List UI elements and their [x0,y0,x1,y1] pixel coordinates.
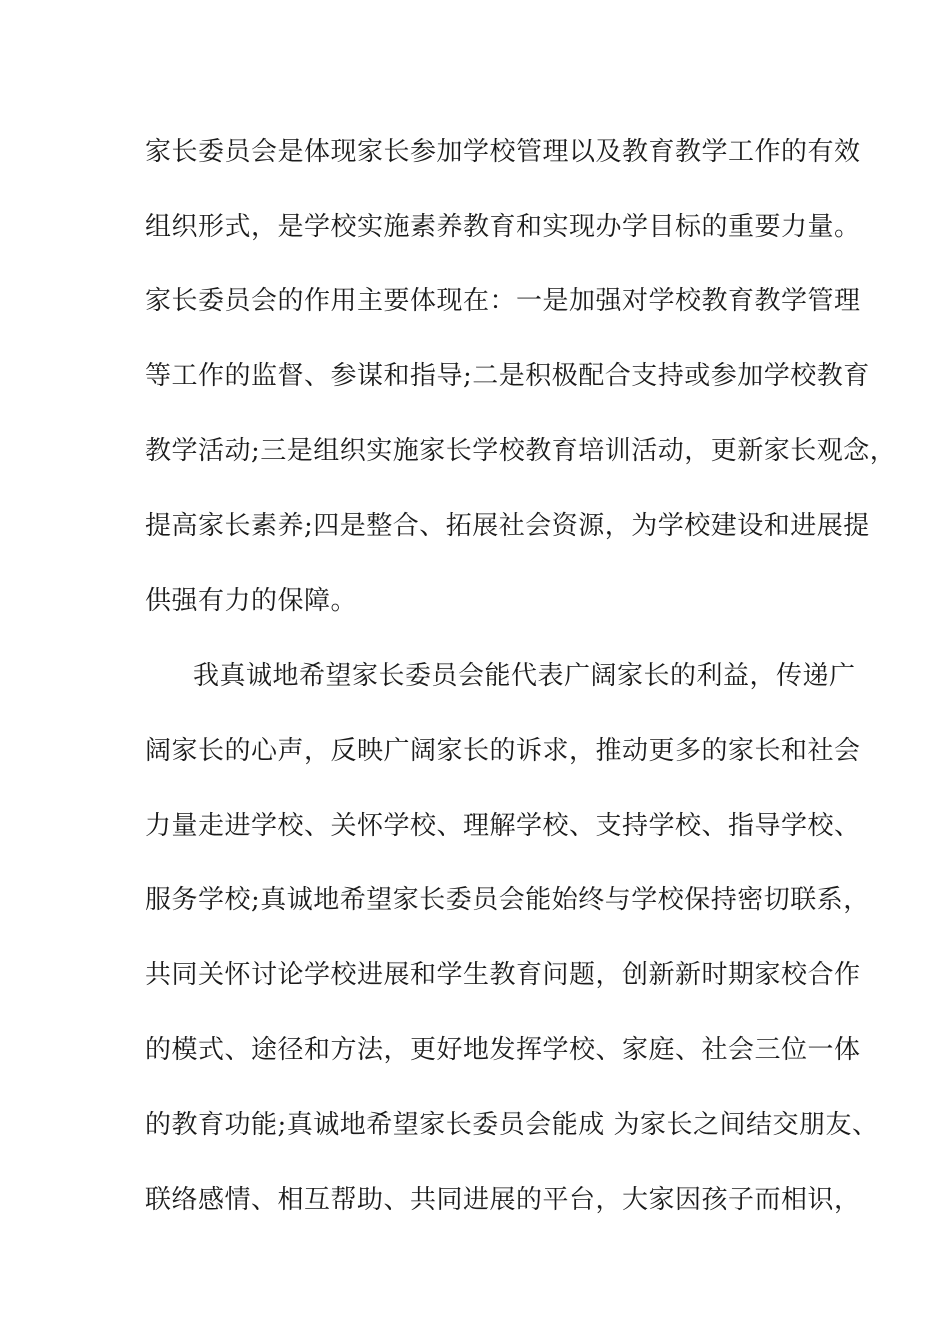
text-line: 联络感情、相互帮助、共同进展的平台，大家因孩子而相识， [145,1185,861,1215]
text-line: 组织形式，是学校实施素养教育和实现办学目标的重要力量。 [145,212,861,242]
text-line: 提高家长素养;四是整合、拓展社会资源，为学校建设和进展提 [145,511,870,541]
text-line: 力量走进学校、关怀学校、理解学校、支持学校、指导学校、 [145,811,861,841]
text-line: 的教育功能;真诚地希望家长委员会能成 为家长之间结交朋友、 [145,1110,879,1140]
text-line: 共同关怀讨论学校进展和学生教育问题，创新新时期家校合作 [145,960,861,990]
text-line: 我真诚地希望家长委员会能代表广阔家长的利益，传递广 [193,661,856,691]
text-line: 等工作的监督、参谋和指导;二是积极配合支持或参加学校教育 [145,361,870,391]
text-line: 的模式、途径和方法，更好地发挥学校、家庭、社会三位一体 [145,1035,861,1065]
text-line: 阔家长的心声，反映广阔家长的诉求，推动更多的家长和社会 [145,736,861,766]
text-line: 供强有力的保障。 [145,586,358,616]
text-line: 服务学校;真诚地希望家长委员会能始终与学校保持密切联系， [145,885,870,915]
text-line: 教学活动;三是组织实施家长学校教育培训活动，更新家长观念， [145,436,897,466]
text-line: 家长委员会是体现家长参加学校管理以及教育教学工作的有效 [145,137,861,167]
text-line: 家长委员会的作用主要体现在：一是加强对学校教育教学管理 [145,286,861,316]
